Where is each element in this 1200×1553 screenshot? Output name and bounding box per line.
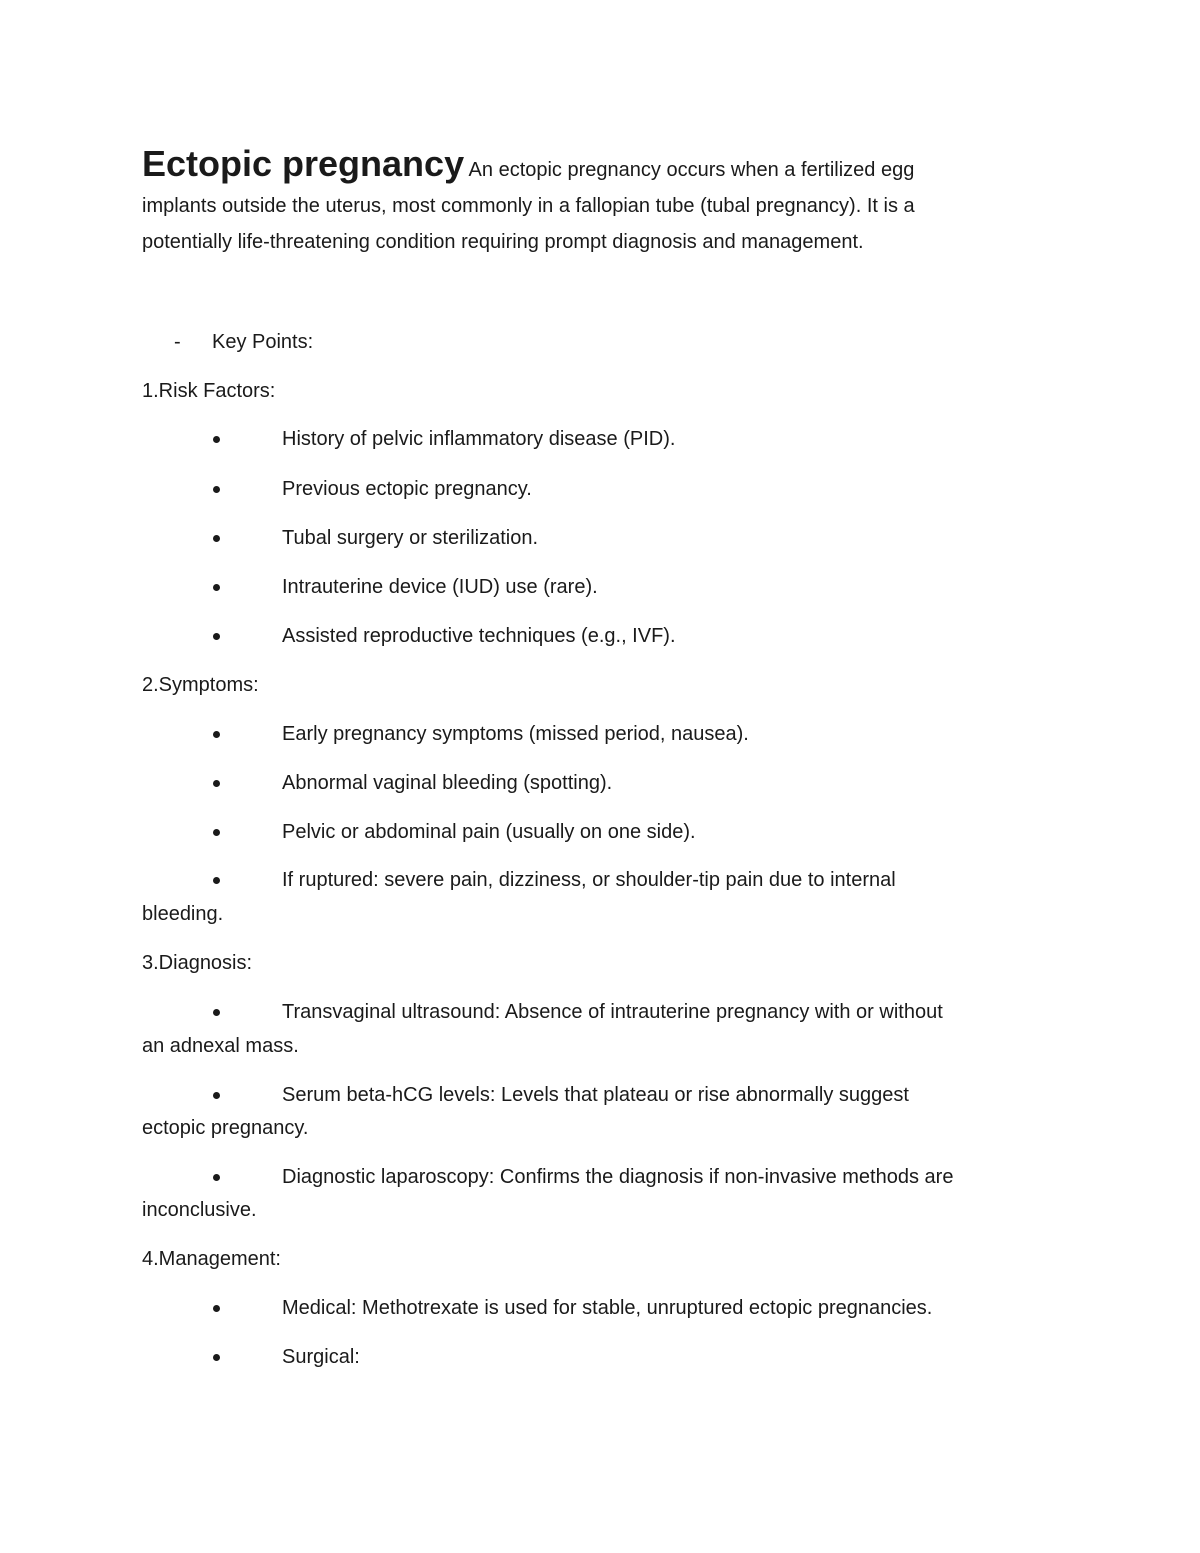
list-item: History of pelvic inflammatory disease (PID).: [282, 428, 676, 450]
list-item: Pelvic or abdominal pain (usually on one side).: [282, 821, 696, 843]
bullet-icon: [213, 584, 220, 591]
document-title: Ectopic pregnancy: [142, 143, 465, 184]
list-item: Abnormal vaginal bleeding (spotting).: [282, 772, 613, 794]
list-item: Medical: Methotrexate is used for stable, unruptured ectopic pregnancies.: [282, 1297, 933, 1319]
section-heading-risk-factors: 1.Risk Factors:: [142, 380, 276, 402]
list-item-continuation: ectopic pregnancy.: [142, 1117, 309, 1139]
list-item: Assisted reproductive techniques (e.g., IVF).: [282, 625, 676, 647]
intro-paragraph: [142, 143, 1062, 260]
list-item: Diagnostic laparoscopy: Confirms the diagnosis if non-invasive methods are: [282, 1166, 954, 1188]
list-item-continuation: an adnexal mass.: [142, 1035, 299, 1057]
intro-line-1: An ectopic pregnancy occurs when a fertilized egg: [468, 159, 915, 181]
bullet-icon: [213, 780, 220, 787]
bullet-icon: [213, 1009, 220, 1016]
section-heading-management: 4.Management:: [142, 1248, 281, 1270]
intro-line-3: potentially life-threatening condition requiring prompt diagnosis and management.: [142, 231, 864, 253]
list-item: If ruptured: severe pain, dizziness, or shoulder-tip pain due to internal: [282, 869, 896, 891]
bullet-icon: [213, 1174, 220, 1181]
list-item: Surgical:: [282, 1346, 360, 1368]
bullet-icon: [213, 486, 220, 493]
list-item: Early pregnancy symptoms (missed period, nausea).: [282, 723, 749, 745]
list-item-continuation: bleeding.: [142, 903, 224, 925]
list-item: Previous ectopic pregnancy.: [282, 478, 532, 500]
list-item: Tubal surgery or sterilization.: [282, 527, 539, 549]
bullet-icon: [213, 535, 220, 542]
key-points-dash: -: [174, 331, 181, 353]
list-item-continuation: inconclusive.: [142, 1199, 257, 1221]
bullet-icon: [213, 1092, 220, 1099]
bullet-icon: [213, 633, 220, 640]
bullet-icon: [213, 1305, 220, 1312]
bullet-icon: [213, 731, 220, 738]
section-heading-diagnosis: 3.Diagnosis:: [142, 952, 253, 974]
list-item: Transvaginal ultrasound: Absence of intrauterine pregnancy with or without: [282, 1001, 943, 1023]
section-heading-symptoms: 2.Symptoms:: [142, 674, 259, 696]
bullet-icon: [213, 1354, 220, 1361]
bullet-icon: [213, 877, 220, 884]
key-points-label: Key Points:: [212, 331, 314, 353]
list-item: Serum beta-hCG levels: Levels that plateau or rise abnormally suggest: [282, 1084, 909, 1106]
bullet-icon: [213, 436, 220, 443]
bullet-icon: [213, 829, 220, 836]
list-item: Intrauterine device (IUD) use (rare).: [282, 576, 598, 598]
intro-line-2: implants outside the uterus, most commonly in a fallopian tube (tubal pregnancy). It is a: [142, 195, 915, 217]
